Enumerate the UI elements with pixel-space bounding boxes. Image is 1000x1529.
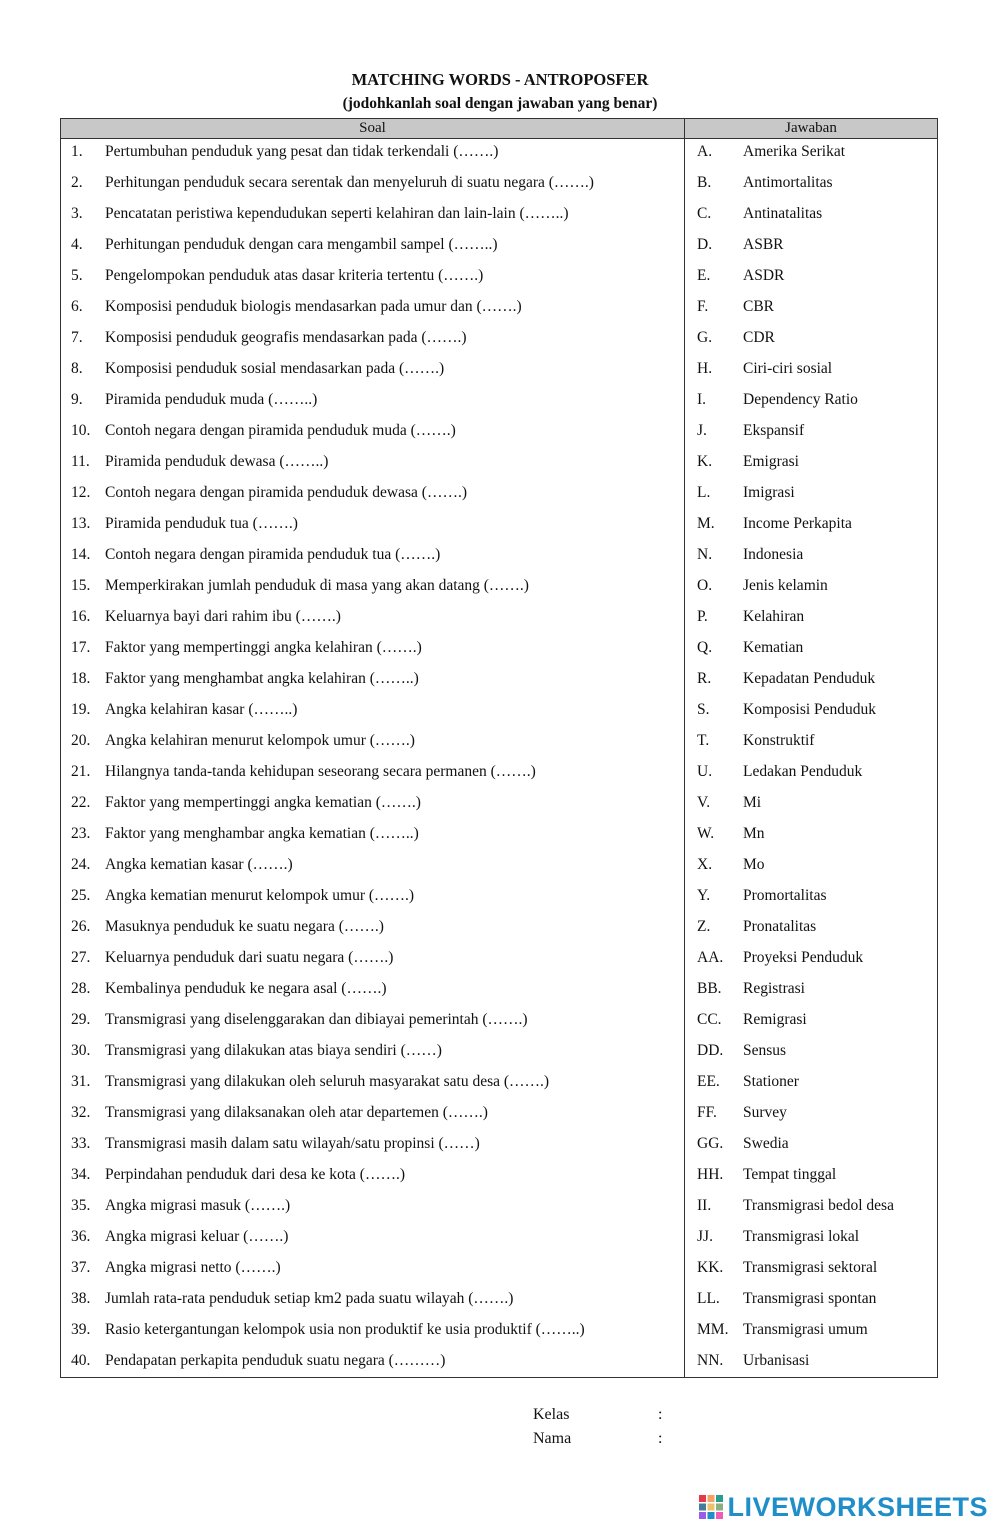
- question-text: Angka migrasi masuk (…….): [105, 1197, 291, 1214]
- question-text: Contoh negara dengan piramida penduduk muda (…….): [105, 422, 456, 439]
- question-text: Kembalinya penduduk ke negara asal (…….): [105, 980, 387, 997]
- answer-letter: K.: [697, 453, 713, 470]
- answer-text: Mn: [743, 825, 765, 842]
- question-number: 39.: [71, 1321, 91, 1338]
- question-text: Piramida penduduk tua (…….): [105, 515, 298, 532]
- answer-letter: AA.: [697, 949, 724, 966]
- answer-letter: C.: [697, 205, 712, 222]
- answer-text: Mo: [743, 856, 765, 873]
- question-text: Faktor yang mempertinggi angka kelahiran (…….): [105, 639, 422, 656]
- question-number: 22.: [71, 794, 91, 811]
- answer-letter: M.: [697, 515, 715, 532]
- question-text: Komposisi penduduk biologis mendasarkan pada umur dan (…….): [105, 298, 522, 315]
- table-row: [61, 415, 937, 446]
- question-text: Hilangnya tanda-tanda kehidupan seseorang secara permanen (…….): [105, 763, 536, 780]
- question-text: Pencatatan peristiwa kependudukan seperti kelahiran dan lain-lain (……..): [105, 205, 569, 222]
- answer-text: Transmigrasi lokal: [743, 1228, 860, 1245]
- answer-letter: V.: [697, 794, 711, 811]
- question-text: Transmigrasi yang diselenggarakan dan dibiayai pemerintah (…….): [105, 1011, 528, 1028]
- answer-text: Survey: [743, 1104, 787, 1121]
- answer-letter: O.: [697, 577, 713, 594]
- answer-text: Urbanisasi: [743, 1352, 810, 1369]
- question-text: Transmigrasi masih dalam satu wilayah/satu propinsi (……): [105, 1135, 480, 1152]
- question-text: Perpindahan penduduk dari desa ke kota (…….): [105, 1166, 406, 1183]
- question-number: 1.: [71, 143, 83, 160]
- question-number: 4.: [71, 236, 83, 253]
- question-number: 8.: [71, 360, 83, 377]
- table-row: [61, 384, 937, 415]
- table-row: [61, 973, 937, 1004]
- liveworksheets-logo: [699, 1490, 988, 1524]
- answer-text: Swedia: [743, 1135, 789, 1152]
- table-row: [61, 663, 937, 694]
- answer-letter: KK.: [697, 1259, 724, 1276]
- table-row: [61, 570, 937, 601]
- answer-text: Ciri-ciri sosial: [743, 360, 833, 377]
- answer-text: Tempat tinggal: [743, 1166, 837, 1183]
- question-text: Contoh negara dengan piramida penduduk dewasa (…….): [105, 484, 467, 501]
- answer-letter: II.: [697, 1197, 712, 1214]
- question-number: 28.: [71, 980, 91, 997]
- answer-letter: N.: [697, 546, 713, 563]
- question-text: Angka migrasi keluar (…….): [105, 1228, 289, 1245]
- answer-text: Antimortalitas: [743, 174, 833, 191]
- answer-letter: BB.: [697, 980, 722, 997]
- answer-letter: A.: [697, 143, 713, 160]
- question-text: Perhitungan penduduk secara serentak dan menyeluruh di suatu negara (…….): [105, 174, 594, 191]
- answer-text: Transmigrasi umum: [743, 1321, 868, 1338]
- answer-text: Kepadatan Penduduk: [743, 670, 876, 687]
- table-row: [61, 1159, 937, 1190]
- answer-letter: G.: [697, 329, 713, 346]
- question-number: 21.: [71, 763, 91, 780]
- question-number: 36.: [71, 1228, 91, 1245]
- answer-text: ASDR: [743, 267, 785, 284]
- answer-text: Antinatalitas: [743, 205, 823, 222]
- question-number: 35.: [71, 1197, 91, 1214]
- answer-letter: R.: [697, 670, 712, 687]
- table-row: [61, 694, 937, 725]
- answer-letter: F.: [697, 298, 709, 315]
- question-text: Angka kematian menurut kelompok umur (…….): [105, 887, 415, 904]
- liveworksheets-logo-text: LIVEWORKSHEETS: [727, 1491, 988, 1522]
- answer-text: Imigrasi: [743, 484, 795, 501]
- question-text: Pertumbuhan penduduk yang pesat dan tidak terkendali (…….): [105, 143, 499, 160]
- table-row: [61, 322, 937, 353]
- question-number: 14.: [71, 546, 91, 563]
- question-text: Faktor yang menghambar angka kematian (……..): [105, 825, 419, 842]
- question-number: 27.: [71, 949, 91, 966]
- question-text: Memperkirakan jumlah penduduk di masa yang akan datang (…….): [105, 577, 529, 594]
- answer-text: Konstruktif: [743, 732, 815, 749]
- table-row: [61, 1004, 937, 1035]
- question-number: 2.: [71, 174, 83, 191]
- column-header-soal: Soal: [61, 119, 685, 139]
- table-row: [61, 818, 937, 849]
- answer-letter: HH.: [697, 1166, 724, 1183]
- answer-letter: S.: [697, 701, 710, 718]
- table-row: [61, 1066, 937, 1097]
- question-number: 33.: [71, 1135, 91, 1152]
- table-row: [61, 1190, 937, 1221]
- table-row: [61, 942, 937, 973]
- answer-letter: H.: [697, 360, 713, 377]
- answer-letter: JJ.: [697, 1228, 713, 1245]
- question-number: 32.: [71, 1104, 91, 1121]
- nama-field: [533, 1429, 663, 1449]
- worksheet-instruction: (jodohkanlah soal dengan jawaban yang benar): [342, 95, 658, 112]
- table-row: [61, 136, 937, 167]
- table-row: [61, 1221, 937, 1252]
- answer-letter: B.: [697, 174, 712, 191]
- question-text: Masuknya penduduk ke suatu negara (…….): [105, 918, 384, 935]
- answer-letter: L.: [697, 484, 711, 501]
- table-row: [61, 1035, 937, 1066]
- question-number: 19.: [71, 701, 91, 718]
- table-row: [61, 1345, 937, 1376]
- answer-letter: T.: [697, 732, 710, 749]
- answer-text: Transmigrasi sektoral: [743, 1259, 878, 1276]
- question-number: 10.: [71, 422, 91, 439]
- question-text: Transmigrasi yang dilaksanakan oleh atar departemen (…….): [105, 1104, 488, 1121]
- answer-letter: I.: [697, 391, 707, 408]
- nama-colon: :: [658, 1430, 663, 1447]
- answer-letter: LL.: [697, 1290, 720, 1307]
- question-number: 18.: [71, 670, 91, 687]
- question-number: 15.: [71, 577, 91, 594]
- question-number: 5.: [71, 267, 83, 284]
- question-text: Angka kelahiran menurut kelompok umur (…….): [105, 732, 415, 749]
- answer-letter: Q.: [697, 639, 713, 656]
- answer-letter: P.: [697, 608, 708, 625]
- answer-text: CBR: [743, 298, 775, 315]
- table-row: [61, 787, 937, 818]
- question-number: 23.: [71, 825, 91, 842]
- answer-text: Remigrasi: [743, 1011, 807, 1028]
- table-row: [61, 911, 937, 942]
- answer-letter: X.: [697, 856, 713, 873]
- question-number: 31.: [71, 1073, 91, 1090]
- question-number: 25.: [71, 887, 91, 904]
- answer-text: Income Perkapita: [743, 515, 852, 532]
- nama-label: Nama: [533, 1430, 572, 1447]
- question-text: Transmigrasi yang dilakukan oleh seluruh masyarakat satu desa (…….): [105, 1073, 550, 1090]
- answer-text: Jenis kelamin: [743, 577, 828, 594]
- table-row: [61, 229, 937, 260]
- question-text: Komposisi penduduk sosial mendasarkan pada (…….): [105, 360, 445, 377]
- answer-letter: J.: [697, 422, 707, 439]
- question-text: Komposisi penduduk geografis mendasarkan pada (…….): [105, 329, 467, 346]
- question-number: 6.: [71, 298, 83, 315]
- answer-letter: Z.: [697, 918, 711, 935]
- question-text: Angka kelahiran kasar (……..): [105, 701, 298, 718]
- liveworksheets-grid-icon: [699, 1495, 723, 1519]
- answer-text: Emigrasi: [743, 453, 799, 470]
- question-text: Transmigrasi yang dilakukan atas biaya sendiri (……): [105, 1042, 442, 1059]
- answer-text: CDR: [743, 329, 775, 346]
- answer-letter: NN.: [697, 1352, 724, 1369]
- question-text: Angka kematian kasar (…….): [105, 856, 293, 873]
- question-number: 20.: [71, 732, 91, 749]
- answer-letter: EE.: [697, 1073, 720, 1090]
- answer-text: Mi: [743, 794, 762, 811]
- table-row: [61, 849, 937, 880]
- table-row: [61, 353, 937, 384]
- table-row: [61, 725, 937, 756]
- table-row: [61, 167, 937, 198]
- question-number: 29.: [71, 1011, 91, 1028]
- answer-text: Promortalitas: [743, 887, 827, 904]
- answer-letter: CC.: [697, 1011, 722, 1028]
- table-row: [61, 880, 937, 911]
- table-row: [61, 1283, 937, 1314]
- worksheet-title: MATCHING WORDS - ANTROPOSFER: [351, 70, 649, 89]
- table-row: [61, 632, 937, 663]
- table-row: [61, 1252, 937, 1283]
- kelas-label: Kelas: [533, 1406, 570, 1423]
- table-row: [61, 756, 937, 787]
- question-number: 34.: [71, 1166, 91, 1183]
- answer-text: Komposisi Penduduk: [743, 701, 877, 718]
- answer-text: Transmigrasi spontan: [743, 1290, 877, 1307]
- table-row: [61, 291, 937, 322]
- table-row: [61, 508, 937, 539]
- question-text: Pengelompokan penduduk atas dasar kriteria tertentu (…….): [105, 267, 484, 284]
- question-number: 37.: [71, 1259, 91, 1276]
- answer-letter: U.: [697, 763, 713, 780]
- table-row: [61, 477, 937, 508]
- kelas-field: [533, 1405, 663, 1425]
- answer-text: Stationer: [743, 1073, 799, 1090]
- answer-letter: MM.: [697, 1321, 729, 1338]
- answer-text: Registrasi: [743, 980, 805, 997]
- question-number: 7.: [71, 329, 83, 346]
- table-row: [61, 1097, 937, 1128]
- question-number: 26.: [71, 918, 91, 935]
- question-text: Piramida penduduk dewasa (……..): [105, 453, 329, 470]
- answer-text: ASBR: [743, 236, 784, 253]
- table-row: [61, 1128, 937, 1159]
- question-number: 40.: [71, 1352, 91, 1369]
- question-text: Keluarnya penduduk dari suatu negara (…….): [105, 949, 394, 966]
- question-text: Rasio ketergantungan kelompok usia non produktif ke usia produktif (……..): [105, 1321, 585, 1338]
- question-text: Contoh negara dengan piramida penduduk tua (…….): [105, 546, 441, 563]
- answer-text: Ekspansif: [743, 422, 805, 439]
- question-text: Faktor yang mempertinggi angka kematian (…….): [105, 794, 421, 811]
- question-text: Piramida penduduk muda (……..): [105, 391, 318, 408]
- question-text: Angka migrasi netto (…….): [105, 1259, 281, 1276]
- answer-letter: W.: [697, 825, 715, 842]
- table-row: [61, 1314, 937, 1345]
- table-row: [61, 601, 937, 632]
- answer-letter: FF.: [697, 1104, 717, 1121]
- answer-letter: Y.: [697, 887, 711, 904]
- question-number: 9.: [71, 391, 83, 408]
- answer-letter: E.: [697, 267, 711, 284]
- table-row: [61, 198, 937, 229]
- answer-text: Pronatalitas: [743, 918, 817, 935]
- table-row: [61, 260, 937, 291]
- question-text: Faktor yang menghambat angka kelahiran (……..): [105, 670, 419, 687]
- question-number: 11.: [71, 453, 90, 470]
- question-number: 16.: [71, 608, 91, 625]
- answer-text: Amerika Serikat: [743, 143, 846, 160]
- question-number: 30.: [71, 1042, 91, 1059]
- question-text: Keluarnya bayi dari rahim ibu (…….): [105, 608, 341, 625]
- question-number: 24.: [71, 856, 91, 873]
- answer-letter: D.: [697, 236, 713, 253]
- column-header-jawaban: Jawaban: [685, 119, 937, 139]
- answer-text: Kelahiran: [743, 608, 805, 625]
- answer-text: Transmigrasi bedol desa: [743, 1197, 894, 1214]
- question-number: 17.: [71, 639, 91, 656]
- table-body: [61, 136, 937, 1376]
- answer-letter: DD.: [697, 1042, 724, 1059]
- question-number: 12.: [71, 484, 91, 501]
- matching-table: [60, 118, 938, 1378]
- question-text: Pendapatan perkapita penduduk suatu negara (………): [105, 1352, 446, 1369]
- answer-text: Kematian: [743, 639, 804, 656]
- table-row: [61, 539, 937, 570]
- answer-text: Sensus: [743, 1042, 787, 1059]
- answer-text: Dependency Ratio: [743, 391, 858, 408]
- answer-letter: GG.: [697, 1135, 724, 1152]
- table-row: [61, 446, 937, 477]
- question-number: 38.: [71, 1290, 91, 1307]
- question-number: 13.: [71, 515, 91, 532]
- answer-text: Ledakan Penduduk: [743, 763, 863, 780]
- answer-text: Proyeksi Penduduk: [743, 949, 864, 966]
- question-text: Perhitungan penduduk dengan cara mengambil sampel (……..): [105, 236, 498, 253]
- kelas-colon: :: [658, 1406, 663, 1423]
- answer-text: Indonesia: [743, 546, 804, 563]
- question-number: 3.: [71, 205, 83, 222]
- question-text: Jumlah rata-rata penduduk setiap km2 pada suatu wilayah (…….): [105, 1290, 514, 1307]
